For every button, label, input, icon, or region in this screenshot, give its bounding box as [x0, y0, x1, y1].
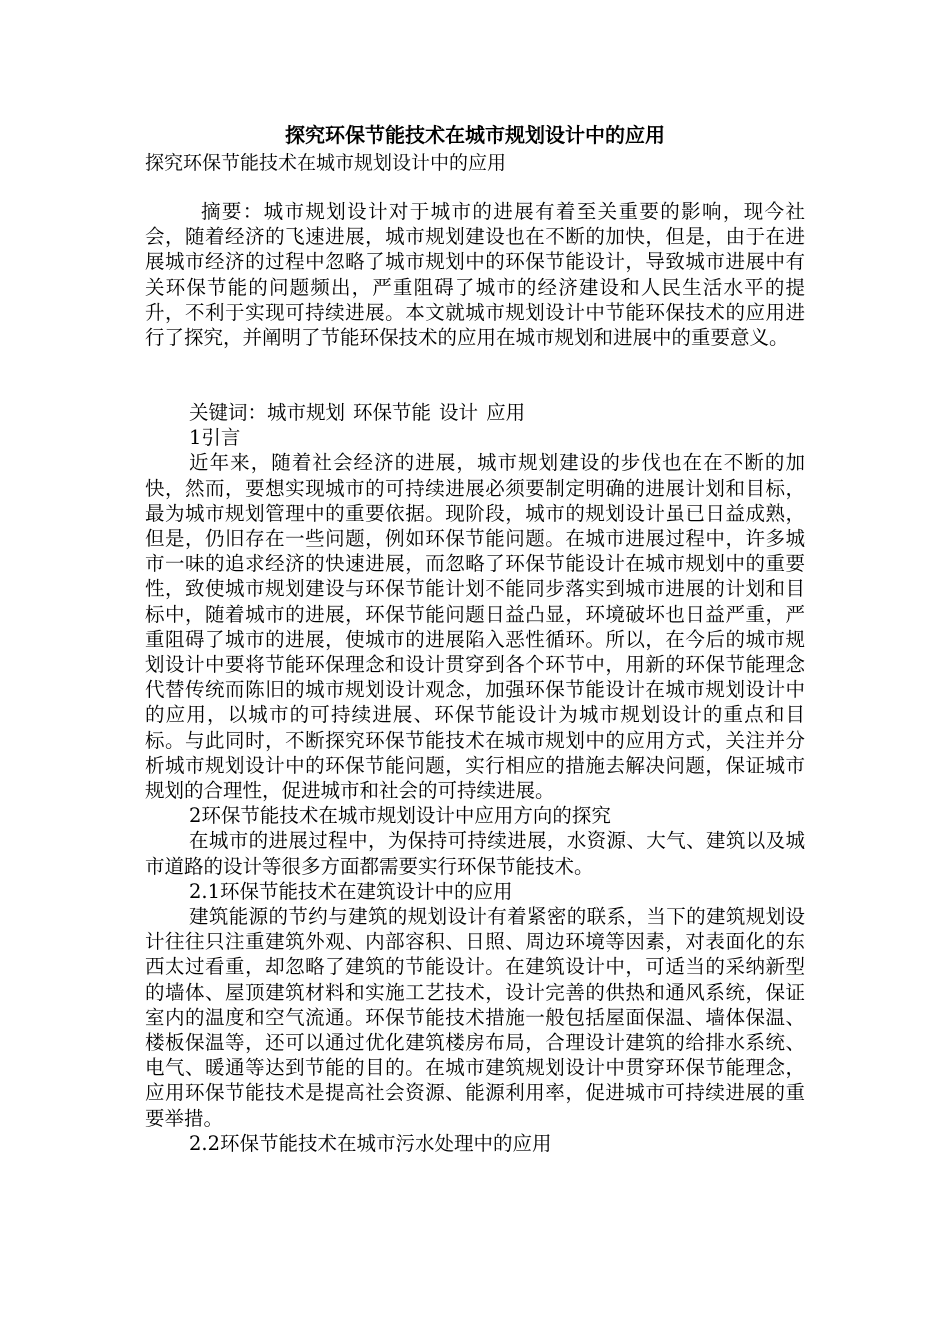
section-heading: 1引言 [189, 426, 241, 450]
section-heading: 2.2环保节能技术在城市污水处理中的应用 [189, 1131, 552, 1155]
keywords-label: 关键词： [189, 401, 268, 424]
main-content [145, 400, 805, 1156]
keyword-item: 设计 [439, 401, 479, 424]
keyword-item: 应用 [486, 401, 526, 424]
keyword-item: 城市规划 [267, 401, 346, 424]
keywords-line [145, 400, 805, 425]
section-paragraph: 建筑能源的节约与建筑的规划设计有着紧密的联系，当下的建筑规划设计往往只注重建筑外观、内部容积、日照、周边环境等因素，对表面化的东西太过看重，却忽略了建筑的节能设计。在建筑设计中，可适当的采纳新型的墙体、屋顶建筑材料和实施工艺技术，设计完善的供热和通风系统，保证室内的温度和空气流通。环保节能技术措施一般包括屋面保温、墙体保温、楼板保温等，还可以通过优化建筑楼房布局，合理设计建筑的给排水系统、电气、暖通等达到节能的目的。在城市建筑规划设计中贯穿环保节能理念，应用环保节能技术是提高社会资源、能源利用率，促进城市可持续进展的重要举措。 [145, 905, 805, 1130]
section-paragraph: 近年来，随着社会经济的进展，城市规划建设的步伐也在在不断的加快，然而，要想实现城市的可持续进展必须要制定明确的进展计划和目标，最为城市规划管理中的重要依据。现阶段，城市的规划设计虽已日益成熟，但是，仍旧存在一些问题，例如环保节能问题。在城市进展过程中，许多城市一味的追求经济的快速进展，而忽略了环保节能设计在城市规划中的重要性，致使城市规划建设与环保节能计划不能同步落实到城市进展的计划和目标中，随着城市的进展，环保节能问题日益凸显，环境破坏也日益严重，严重阻碍了城市的进展，使城市的进展陷入恶性循环。所以，在今后的城市规划设计中要将节能环保理念和设计贯穿到各个环节中，用新的环保节能理念代替传统而陈旧的城市规划设计观念，加强环保节能设计在城市规划设计中的应用，以城市的可持续进展、环保节能设计为城市规划设计的重点和目标。与此同时，不断探究环保节能技术在城市规划中的应用方式，关注并分析城市规划设计中的环保节能问题，实行相应的措施去解决问题，保证城市规划的合理性，促进城市和社会的可持续进展。 [145, 451, 805, 803]
section-heading: 2.1环保节能技术在建筑设计中的应用 [189, 879, 513, 903]
section-heading: 2环保节能技术在城市规划设计中应用方向的探究 [189, 804, 611, 828]
abstract-paragraph: 摘要：城市规划设计对于城市的进展有着至关重要的影响，现今社会，随着经济的飞速进展，城市规划建设也在不断的加快，但是，由于在进展城市经济的过程中忽略了城市规划中的环保节能设计，导致城市进展中有关环保节能的问题频出，严重阻碍了城市的经济建设和人民生活水平的提升，不利于实现可持续进展。本文就城市规划设计中节能环保技术的应用进行了探究，并阐明了节能环保技术的应用在城市规划和进展中的重要意义。 [145, 200, 805, 350]
document-title: 探究环保节能技术在城市规划设计中的应用 [285, 123, 665, 147]
document-subtitle: 探究环保节能技术在城市规划设计中的应用 [145, 152, 507, 174]
section-paragraph: 在城市的进展过程中，为保持可持续进展，水资源、大气、建筑以及城市道路的设计等很多方面都需要实行环保节能技术。 [145, 829, 805, 878]
keyword-item: 环保节能 [353, 401, 432, 424]
